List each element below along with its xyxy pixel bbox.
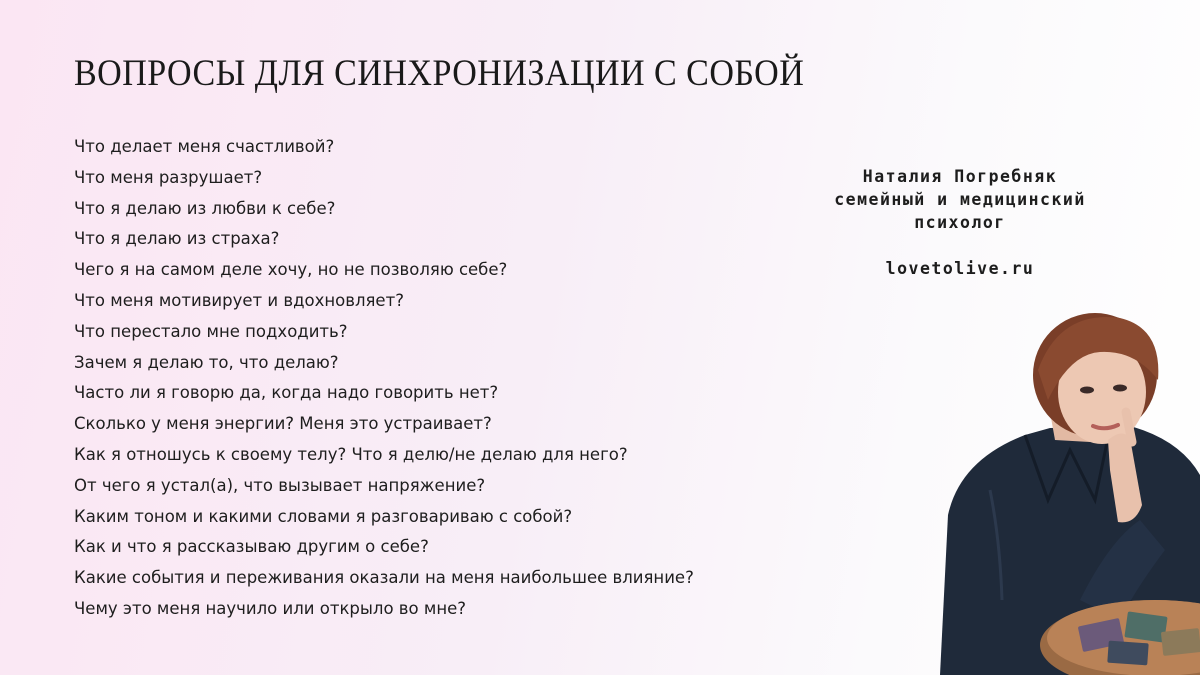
author-website: lovetolive.ru xyxy=(885,259,1035,278)
question-item: Чего я на самом деле хочу, но не позволяю себе? xyxy=(74,260,508,280)
author-role-line-2: психолог xyxy=(914,213,1006,232)
author-portrait-illustration xyxy=(930,300,1200,675)
question-item: Что я делаю из любви к себе? xyxy=(74,198,336,218)
author-name: Наталия Погребняк xyxy=(862,167,1058,186)
question-item: Сколько у меня энергии? Меня это устраивает? xyxy=(74,414,492,434)
page-title: ВОПРОСЫ ДЛЯ СИНХРОНИЗАЦИИ С СОБОЙ xyxy=(74,53,805,94)
question-item: Каким тоном и какими словами я разговариваю с собой? xyxy=(74,506,573,526)
author-role-line-1: семейный и медицинский xyxy=(834,190,1086,209)
question-item: Что делает меня счастливой? xyxy=(74,137,335,156)
question-item: Какие события и переживания оказали на меня наибольшее влияние? xyxy=(74,568,694,588)
question-item: Что я делаю из страха? xyxy=(74,229,280,249)
question-item: Как и что я рассказываю другим о себе? xyxy=(74,537,429,557)
question-item: Что перестало мне подходить? xyxy=(74,321,348,341)
question-item: Часто ли я говорю да, когда надо говорить нет? xyxy=(74,383,499,403)
author-block xyxy=(780,165,1140,280)
question-item: Что меня мотивирует и вдохновляет? xyxy=(74,290,404,310)
question-item: Как я отношусь к своему телу? Что я делю/не делаю для него? xyxy=(74,444,628,464)
question-item: От чего я устал(а), что вызывает напряжение? xyxy=(74,475,486,495)
question-item: Зачем я делаю то, что делаю? xyxy=(74,352,339,372)
author-photo xyxy=(930,300,1200,675)
question-item: Что меня разрушает? xyxy=(74,167,263,187)
question-item: Чему это меня научило или открыло во мне? xyxy=(74,598,467,618)
questions-list xyxy=(74,132,694,625)
